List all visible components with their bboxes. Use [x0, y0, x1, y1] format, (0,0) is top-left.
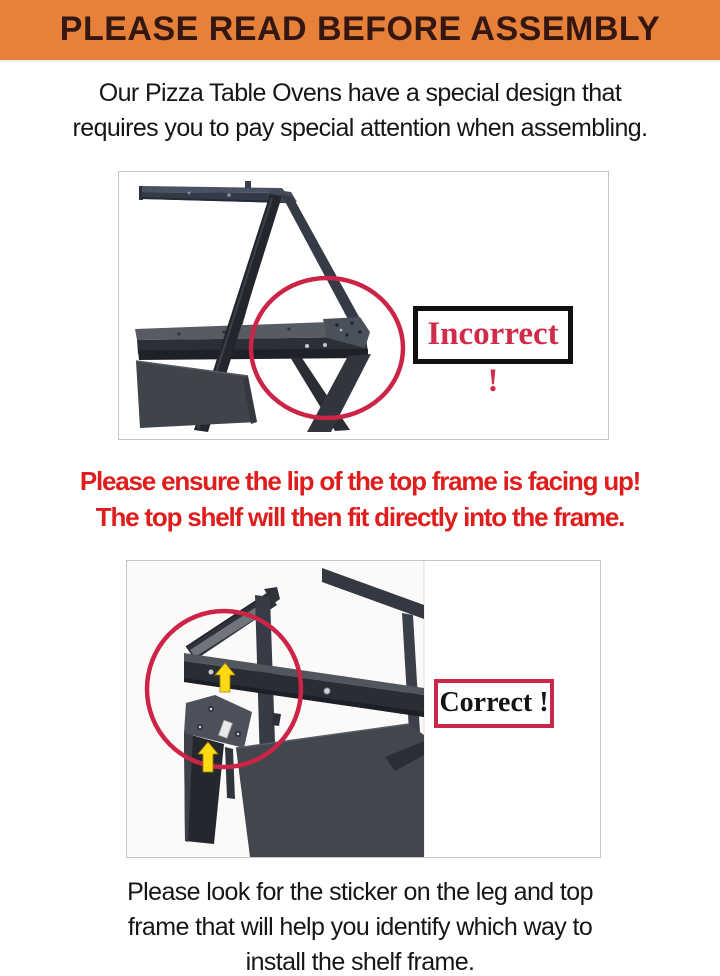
- warning-line: Please ensure the lip of the top frame is facing up!: [79, 466, 641, 496]
- shelf-panel: [236, 724, 424, 857]
- warning-line: The top shelf will then fit directly into the frame.: [95, 502, 625, 532]
- warning-text: [0, 463, 720, 535]
- footer-line: Please look for the sticker on the leg and top: [127, 878, 593, 906]
- figure-correct: [126, 560, 601, 858]
- figure-incorrect: [118, 171, 609, 440]
- footer-line: frame that will help you identify which way to: [127, 913, 593, 941]
- incorrect-label: Incorrect !: [427, 316, 559, 399]
- footer-line: install the shelf frame.: [245, 948, 475, 976]
- page-title: PLEASE READ BEFORE ASSEMBLY: [59, 10, 661, 48]
- intro-line: Our Pizza Table Ovens have a special design that: [98, 79, 622, 107]
- footer-text: [0, 875, 720, 976]
- correct-label-box: [434, 679, 554, 728]
- incorrect-label-box: [413, 306, 573, 399]
- intro-text: [0, 76, 720, 146]
- intro-line: requires you to pay special attention when assembling.: [72, 114, 648, 142]
- header-bar: [0, 0, 720, 60]
- correct-label: Correct !: [439, 687, 549, 718]
